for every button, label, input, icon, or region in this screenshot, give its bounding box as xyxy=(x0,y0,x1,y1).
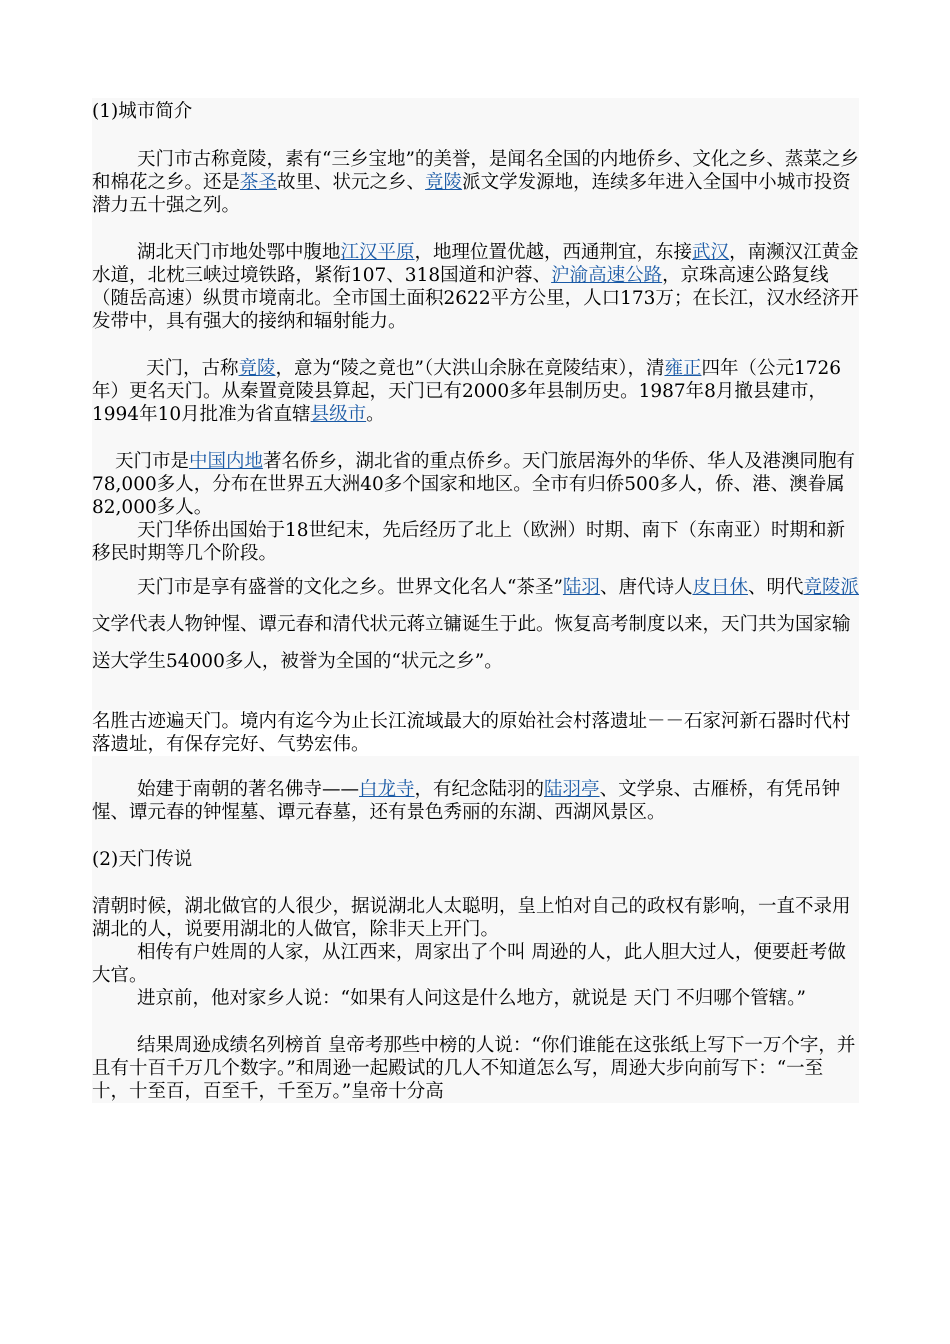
paragraph-history xyxy=(92,357,859,426)
link-luyu-pavilion[interactable]: 陆羽亭 xyxy=(544,779,600,800)
link-jianghan-plain[interactable]: 江汉平原 xyxy=(340,242,415,263)
link-wuhan[interactable]: 武汉 xyxy=(692,242,730,263)
text-run: 天门华侨出国始于18世纪末，先后经历了北上（欧洲）时期、南下（东南亚）时期和新移民时期等几个阶段。 xyxy=(92,520,846,564)
link-county-level-city[interactable]: 县级市 xyxy=(310,404,367,425)
text-run: 文学代表人物钟惺、谭元春和清代状元蒋立镛诞生于此。恢复高考制度以来，天门共为国家输送大学生54000多人，被誉为全国的“状元之乡”。 xyxy=(92,614,851,672)
text-run: 故里、状元之乡、 xyxy=(277,172,426,193)
sites-section xyxy=(92,710,859,1103)
text-run: 四年（公元1726年）更名天门。从秦置竟陵县算起，天门已有2000多年县制历史。1987年8月撤县建市，1994年10月批准为省直辖 xyxy=(92,358,842,425)
paragraph-temples xyxy=(92,778,859,824)
text-run: 始建于南朝的著名佛寺—— xyxy=(137,779,360,800)
link-bailong-temple[interactable]: 白龙寺 xyxy=(359,779,415,800)
link-luyu[interactable]: 陆羽 xyxy=(562,577,600,598)
section-heading-city-intro: (1)城市简介 xyxy=(92,101,193,122)
text-run: 、明代 xyxy=(747,577,804,598)
link-huyu-expressway[interactable]: 沪渝高速公路 xyxy=(551,265,663,286)
intro-section xyxy=(92,98,859,710)
text-run: 名胜古迹遍天门。境内有迄今为止长江流域最大的原始社会村落遗址－－石家河新石器时代村落遗址，有保存完好、气势宏伟。 xyxy=(92,711,851,755)
text-run: ，京珠高速公路复线（随岳高速）纵贯市境南北。全市国土面积2622平方公里，人口173万；在长江，汉水经济开发带中，具有强大的接纳和辐射能力。 xyxy=(92,265,859,332)
blank-band xyxy=(92,686,859,710)
paragraph-legend-1 xyxy=(92,895,859,941)
text-run: 天门市是 xyxy=(115,451,190,472)
link-yongzheng[interactable]: 雍正 xyxy=(664,358,702,379)
paragraph-legend-3 xyxy=(92,987,859,1010)
link-jingling-school[interactable]: 竟陵派 xyxy=(803,577,859,598)
text-run: ，地理位置优越，西通荆宜，东接 xyxy=(414,242,693,263)
text-run: 著名侨乡，湖北省的重点侨乡。天门旅居海外的华侨、华人及港澳同胞有78,000多人，分布在世界五大洲40多个国家和地区。全市有归侨500多人，侨、港、澳眷属82,000多人。 xyxy=(92,451,856,518)
text-run: 。 xyxy=(366,404,385,425)
text-run: 天门，古称 xyxy=(146,358,239,379)
text-run: 、文学泉、古雁桥，有凭吊钟惺、谭元春的钟惺墓、谭元春墓，还有景色秀丽的东湖、西湖风景区。 xyxy=(92,779,841,823)
link-pirixiu[interactable]: 皮日休 xyxy=(692,577,748,598)
text-run: 、唐代诗人 xyxy=(599,577,693,598)
text-run: ，意为“陵之竟也”（大洪山余脉在竟陵结束），清 xyxy=(275,358,665,379)
paragraph-legend-4 xyxy=(92,1034,859,1103)
text-run: 天门市是享有盛誉的文化之乡。世界文化名人“茶圣” xyxy=(137,577,563,598)
paragraph-emigration-history xyxy=(92,519,859,565)
paragraph-legend-2 xyxy=(92,941,859,987)
text-run: 进京前，他对家乡人说：“如果有人问这是什么地方，就说是 天门 不归哪个管辖。” xyxy=(137,988,806,1009)
section-heading-legend: (2)天门传说 xyxy=(92,849,193,870)
text-run: 相传有户姓周的人家，从江西来，周家出了个叫 周逊的人，此人胆大过人，便要赶考做大官。 xyxy=(92,942,846,986)
text-run: ，有纪念陆羽的 xyxy=(414,779,545,800)
link-china-mainland[interactable]: 中国内地 xyxy=(189,451,264,472)
link-jingling[interactable]: 竟陵 xyxy=(425,172,463,193)
text-run: 清朝时候，湖北做官的人很少，据说湖北人太聪明，皇上怕对自己的政权有影响，一直不录用湖北的人，说要用湖北的人做官，除非天上开门。 xyxy=(92,896,851,940)
link-chasheng[interactable]: 茶圣 xyxy=(240,172,278,193)
text-run: 天门市古称竟陵，素有“三乡宝地”的美誉，是闻名全国的内地侨乡、文化之乡、蒸菜之乡和棉花之乡。还是 xyxy=(92,149,859,193)
text-run: 结果周逊成绩名列榜首 皇帝考那些中榜的人说：“你们谁能在这张纸上写下一万个字，并且有十百千万几个数字。”和周逊一起殿试的几人不知道怎么写，周逊大步向前写下：“一至十，十至百，百至千，千至万。”皇帝十分高 xyxy=(92,1035,856,1102)
text-run: 派文学发源地，连续多年进入全国中小城市投资潜力五十强之列。 xyxy=(92,172,851,216)
document-body xyxy=(92,98,859,1103)
text-run: 湖北天门市地处鄂中腹地 xyxy=(137,242,341,263)
paragraph-historic-sites xyxy=(92,710,859,756)
link-jingling-2[interactable]: 竟陵 xyxy=(238,358,276,379)
paragraph-culture xyxy=(92,569,859,686)
paragraph-geography xyxy=(92,241,859,333)
text-run: ，南濒汉江黄金水道，北枕三峡过境铁路，紧衔107、318国道和沪蓉、 xyxy=(92,242,859,286)
paragraph-city-overview xyxy=(92,148,859,217)
paragraph-overseas-chinese xyxy=(92,450,859,519)
